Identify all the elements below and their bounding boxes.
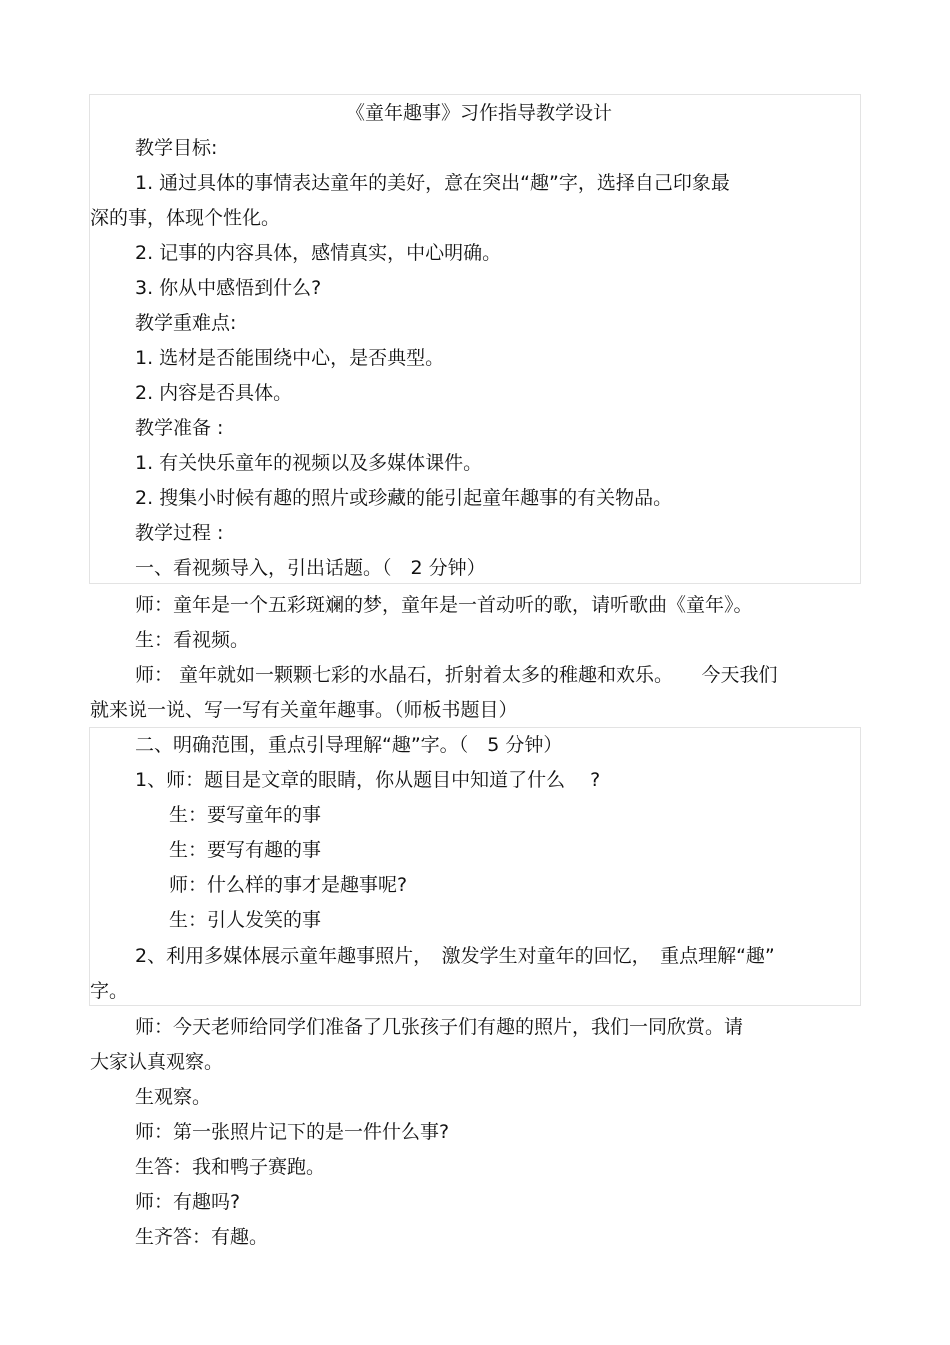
- text-line: 1. 选材是否能围绕中心，是否典型。: [135, 347, 445, 369]
- text-line: 师：有趣吗?: [135, 1191, 241, 1213]
- page-title: 《童年趣事》习作指导教学设计: [346, 102, 613, 124]
- text-line: 生：要写有趣的事: [169, 839, 322, 861]
- text-line: 教学准备 :: [135, 417, 224, 439]
- text-line: 师：什么样的事才是趣事呢?: [169, 874, 408, 896]
- text-line: 生齐答：有趣。: [135, 1226, 269, 1248]
- text-line: 深的事，体现个性化。: [90, 207, 281, 229]
- text-line: 教学目标:: [135, 137, 218, 159]
- text-line: 师： 童年就如一颗颗七彩的水晶石，折射着太多的稚趣和欢乐。 今天我们: [135, 664, 778, 686]
- text-line: 1、师：题目是文章的眼睛，你从题目中知道了什么 ?: [135, 769, 601, 791]
- text-line: 大家认真观察。: [90, 1051, 224, 1073]
- text-line: 3. 你从中感悟到什么?: [135, 277, 322, 299]
- text-line: 二、明确范围，重点引导理解“趣”字。（ 5 分钟）: [135, 734, 563, 756]
- text-line: 一、看视频导入，引出话题。（ 2 分钟）: [135, 557, 486, 579]
- text-line: 字。: [90, 980, 129, 1002]
- text-line: 生：引人发笑的事: [169, 909, 322, 931]
- text-line: 1. 有关快乐童年的视频以及多媒体课件。: [135, 452, 483, 474]
- text-line: 生：要写童年的事: [169, 804, 322, 826]
- text-line: 教学重难点:: [135, 312, 237, 334]
- text-line: 师：童年是一个五彩斑斓的梦，童年是一首动听的歌，请听歌曲《童年》。: [135, 594, 753, 616]
- text-line: 生观察。: [135, 1086, 212, 1108]
- text-line: 2、利用多媒体展示童年趣事照片， 激发学生对童年的回忆， 重点理解“趣”: [135, 945, 775, 967]
- text-line: 1. 通过具体的事情表达童年的美好，意在突出“趣”字，选择自己印象最: [135, 172, 730, 194]
- text-line: 生：看视频。: [135, 629, 250, 651]
- text-line: 2. 内容是否具体。: [135, 382, 293, 404]
- text-line: 师：今天老师给同学们准备了几张孩子们有趣的照片，我们一同欣赏。请: [135, 1016, 744, 1038]
- text-line: 师：第一张照片记下的是一件什么事?: [135, 1121, 450, 1143]
- text-line: 2. 搜集小时候有趣的照片或珍藏的能引起童年趣事的有关物品。: [135, 487, 673, 509]
- text-line: 就来说一说、写一写有关童年趣事。（师板书题目）: [90, 699, 518, 721]
- text-line: 生答：我和鸭子赛跑。: [135, 1156, 326, 1178]
- text-line: 教学过程 :: [135, 522, 224, 544]
- text-line: 2. 记事的内容具体，感情真实，中心明确。: [135, 242, 502, 264]
- table-frame-top: [89, 94, 861, 584]
